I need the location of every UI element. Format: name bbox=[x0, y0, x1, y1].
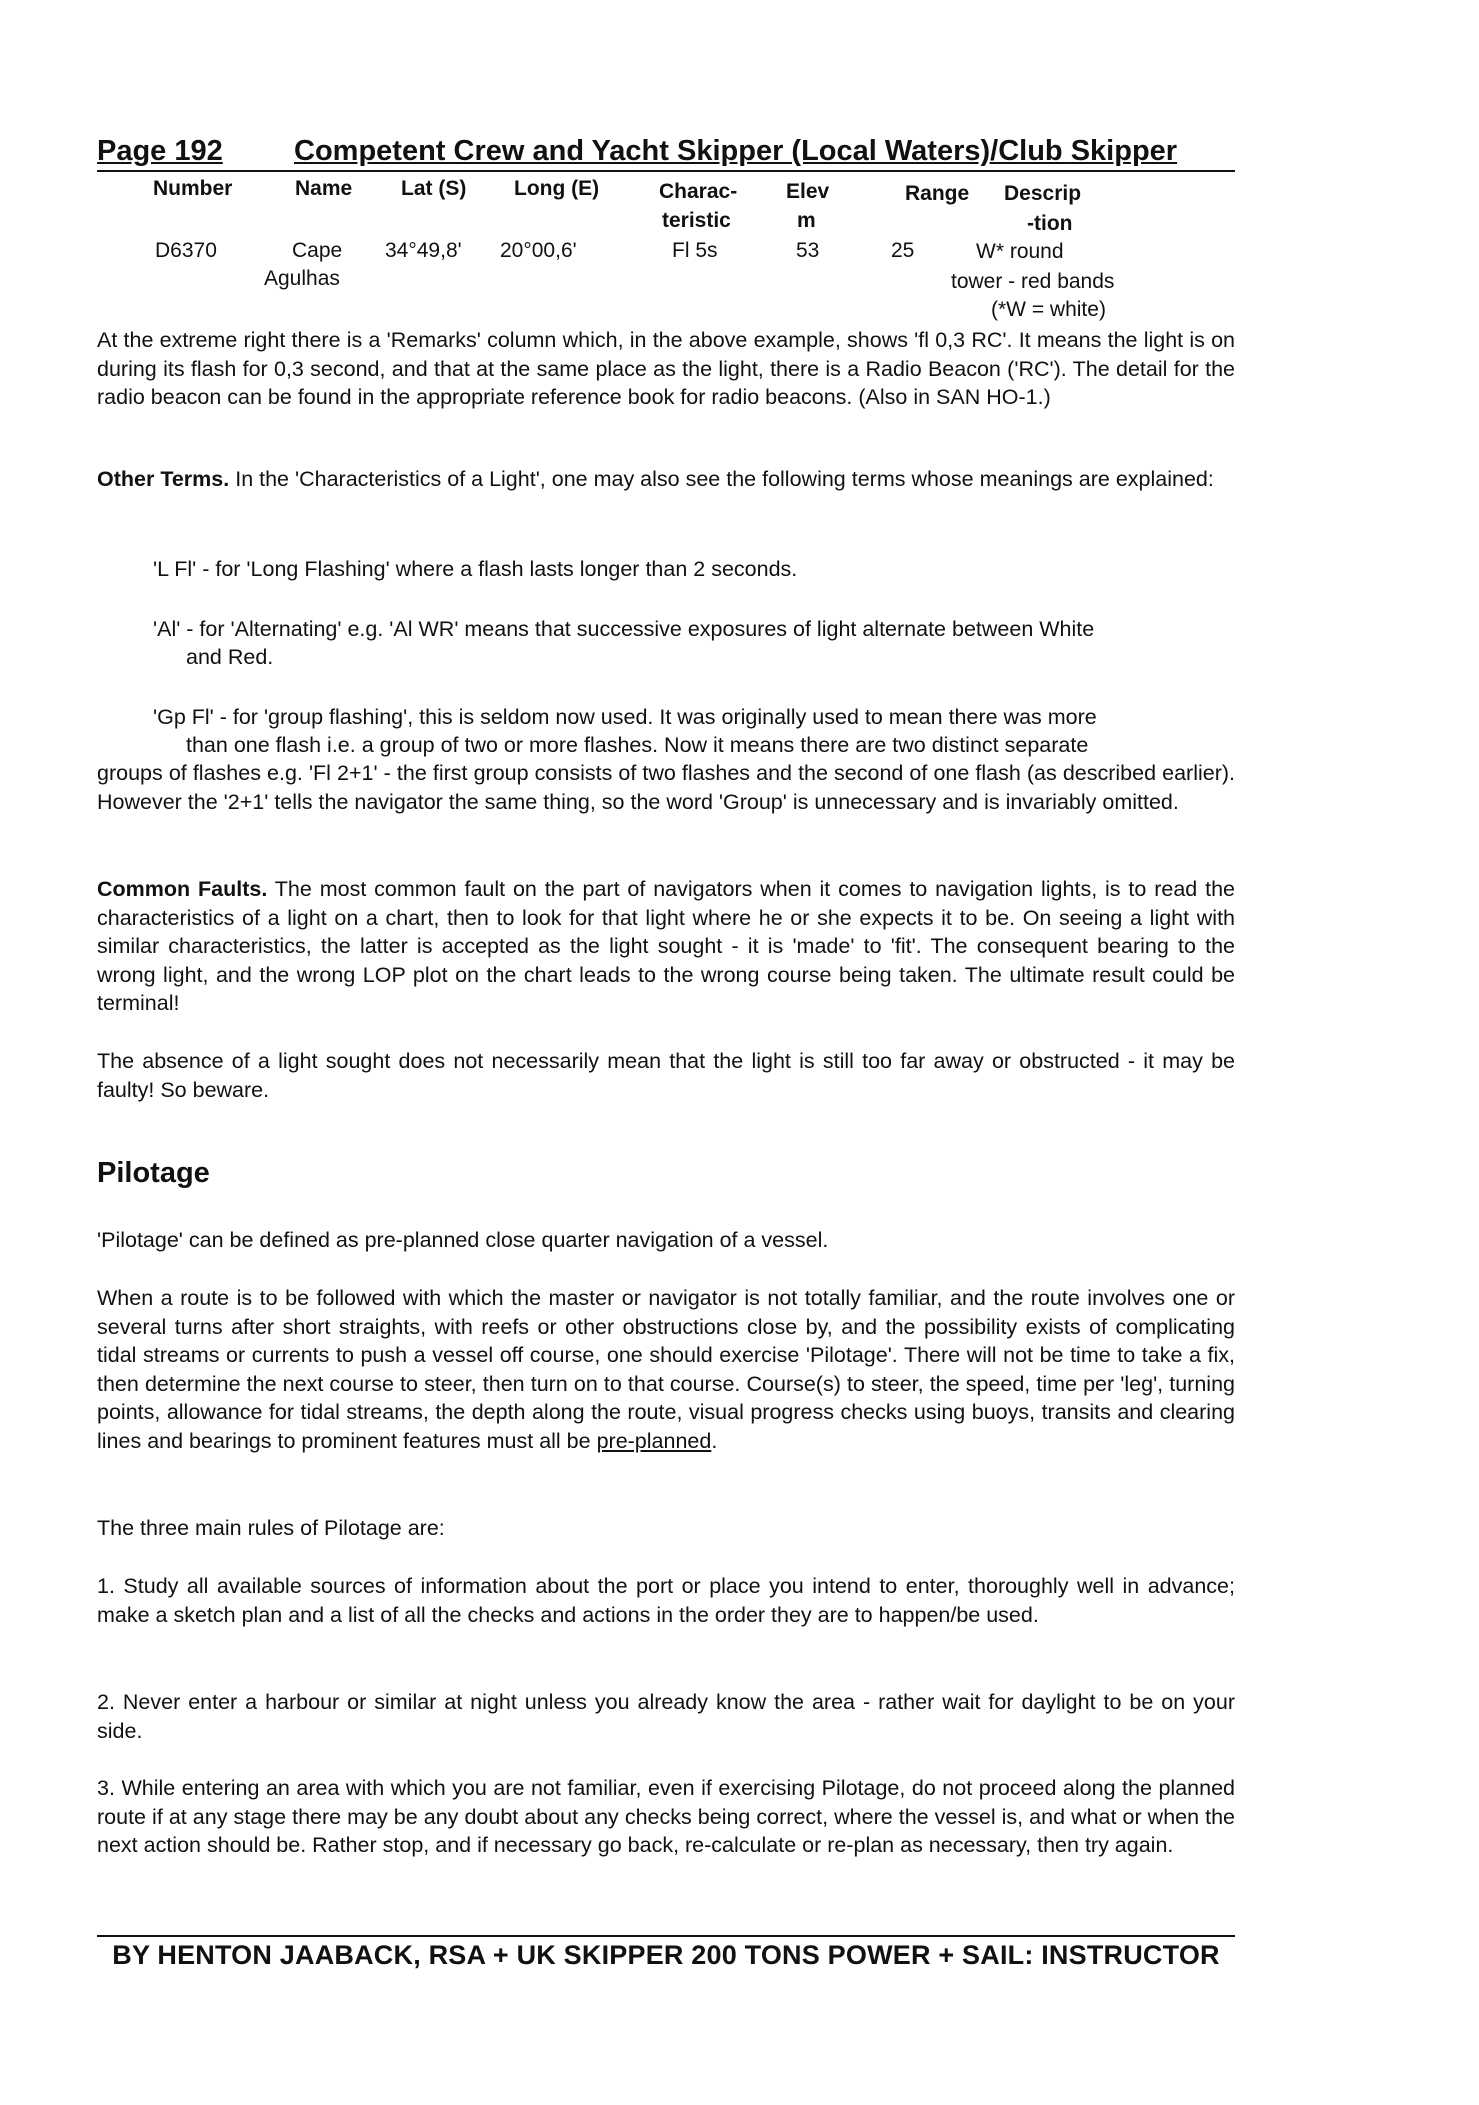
remarks-paragraph: At the extreme right there is a 'Remarks' column which, in the above example, shows 'fl 0,3 RC'. It means the light is on during its flash for 0,3 second, and that at the same place as the light, there is a Radio Beacon ('RC'). The detail for the radio beacon can be found in the appropriate reference book for radio beacons. (Also in SAN HO-1.) bbox=[97, 328, 1235, 409]
common-faults-text: The most common fault on the part of navigators when it comes to navigation lights, is to read the characteristics of a light on a chart, then to look for that light where he or she expects it to be. On seeing a light with similar characteristics, the latter is accepted as the light sought - it is 'made' to 'fit'. The consequent bearing to the wrong light, and the wrong LOP plot on the chart leads to the wrong course being taken. The ultimate result could be terminal! bbox=[97, 877, 1235, 1015]
term-group-flashing-line1: 'Gp Fl' - for 'group flashing', this is seldom now used. It was originally used to mean there was more bbox=[153, 705, 1097, 729]
other-terms-text: In the 'Characteristics of a Light', one may also see the following terms whose meanings are explained: bbox=[235, 467, 1214, 491]
term-group-flashing-line2: than one flash i.e. a group of two or more flashes. Now it means there are two distinct separate bbox=[186, 733, 1089, 757]
pre-planned-text: pre-planned bbox=[596, 1428, 712, 1453]
col-header-elev: Elev bbox=[786, 180, 830, 203]
absence-paragraph: The absence of a light sought does not necessarily mean that the light is still too far away or obstructed - it may be faulty! So beware. bbox=[97, 1049, 1235, 1102]
col-header-tion: -tion bbox=[1027, 212, 1073, 235]
cell-desc-1: W* round bbox=[976, 240, 1064, 263]
col-header-name: Name bbox=[295, 177, 353, 200]
route-text: When a route is to be followed with which the master or navigator is not totally familiar, and the route involves one or several turns after short straights, with reefs or other obstructions close by, and the possibility exists of complicating tidal streams or currents to push a vessel off course, one should exercise 'Pilotage'. There will not be time to take a fix, then determine the next course to steer, then turn on to that course. Course(s) to steer, the speed, time per 'leg', turning points, allowance for tidal streams, the depth along the route, visual progress checks using buoys, transits and clearing lines and bearings to prominent features must all be bbox=[97, 1286, 1235, 1453]
page-title: Competent Crew and Yacht Skipper (Local Waters)/Club Skipper bbox=[294, 135, 1178, 167]
term-alternating-line1: 'Al' - for 'Alternating' e.g. 'Al WR' means that successive exposures of light alternate between White bbox=[153, 617, 1095, 641]
page-header bbox=[97, 134, 1235, 168]
cell-range: 25 bbox=[891, 239, 915, 262]
col-header-number: Number bbox=[153, 177, 233, 200]
other-terms-paragraph bbox=[97, 465, 1235, 494]
pilotage-definition: 'Pilotage' can be defined as pre-planned close quarter navigation of a vessel. bbox=[97, 1228, 829, 1252]
rule-1: 1. Study all available sources of information about the port or place you intend to enter, thoroughly well in advance; make a sketch plan and a list of all the checks and actions in the order they are to happen/be used. bbox=[97, 1574, 1235, 1627]
rule-3: 3. While entering an area with which you are not familiar, even if exercising Pilotage, do not proceed along the planned route if at any stage there may be any doubt about any checks being correct, where the vessel is, and what or when the next action should be. Rather stop, and if necessary go back, re-calculate or re-plan as necessary, then try again. bbox=[97, 1776, 1235, 1857]
page-number: Page 192 bbox=[97, 135, 223, 167]
cell-name-1: Cape bbox=[292, 239, 343, 262]
cell-number: D6370 bbox=[155, 239, 217, 262]
col-header-descrip: Descrip bbox=[1004, 182, 1082, 205]
cell-desc-2: tower - red bands bbox=[951, 270, 1115, 293]
common-faults-paragraph bbox=[97, 875, 1235, 1018]
cell-lat: 34°49,8' bbox=[385, 239, 462, 262]
cell-long: 20°00,6' bbox=[500, 239, 577, 262]
cell-characteristic: Fl 5s bbox=[672, 239, 718, 262]
col-header-elev-unit: m bbox=[797, 209, 816, 232]
term-long-flashing: 'L Fl' - for 'Long Flashing' where a flash lasts longer than 2 seconds. bbox=[153, 557, 798, 581]
cell-desc-3: (*W = white) bbox=[991, 298, 1106, 321]
cell-name-2: Agulhas bbox=[264, 267, 340, 290]
footer-rule bbox=[97, 1935, 1235, 1937]
term-alternating-line2: and Red. bbox=[186, 645, 274, 669]
col-header-range: Range bbox=[905, 182, 970, 205]
route-paragraph bbox=[97, 1284, 1235, 1455]
rule-2: 2. Never enter a harbour or similar at night unless you already know the area - rather wait for daylight to be on your side. bbox=[97, 1690, 1235, 1743]
col-header-long: Long (E) bbox=[514, 177, 600, 200]
col-header-charac: Charac- bbox=[659, 180, 738, 203]
col-header-lat: Lat (S) bbox=[401, 177, 467, 200]
other-terms-label: Other Terms. bbox=[97, 467, 230, 491]
rules-intro: The three main rules of Pilotage are: bbox=[97, 1516, 445, 1540]
term-group-flashing-rest: groups of flashes e.g. 'Fl 2+1' - the first group consists of two flashes and the second of one flash (as described earlier). However the '2+1' tells the navigator the same thing, so the word 'Group' is unnecessary and is invariably omitted. bbox=[97, 761, 1235, 814]
route-end: . bbox=[711, 1428, 718, 1453]
cell-elev: 53 bbox=[796, 239, 820, 262]
pilotage-heading: Pilotage bbox=[97, 1157, 210, 1189]
common-faults-label: Common Faults. bbox=[97, 877, 268, 901]
footer-credit: BY HENTON JAABACK, RSA + UK SKIPPER 200 TONS POWER + SAIL: INSTRUCTOR bbox=[112, 1940, 1220, 1970]
col-header-teristic: teristic bbox=[662, 209, 731, 232]
header-rule bbox=[97, 170, 1235, 172]
